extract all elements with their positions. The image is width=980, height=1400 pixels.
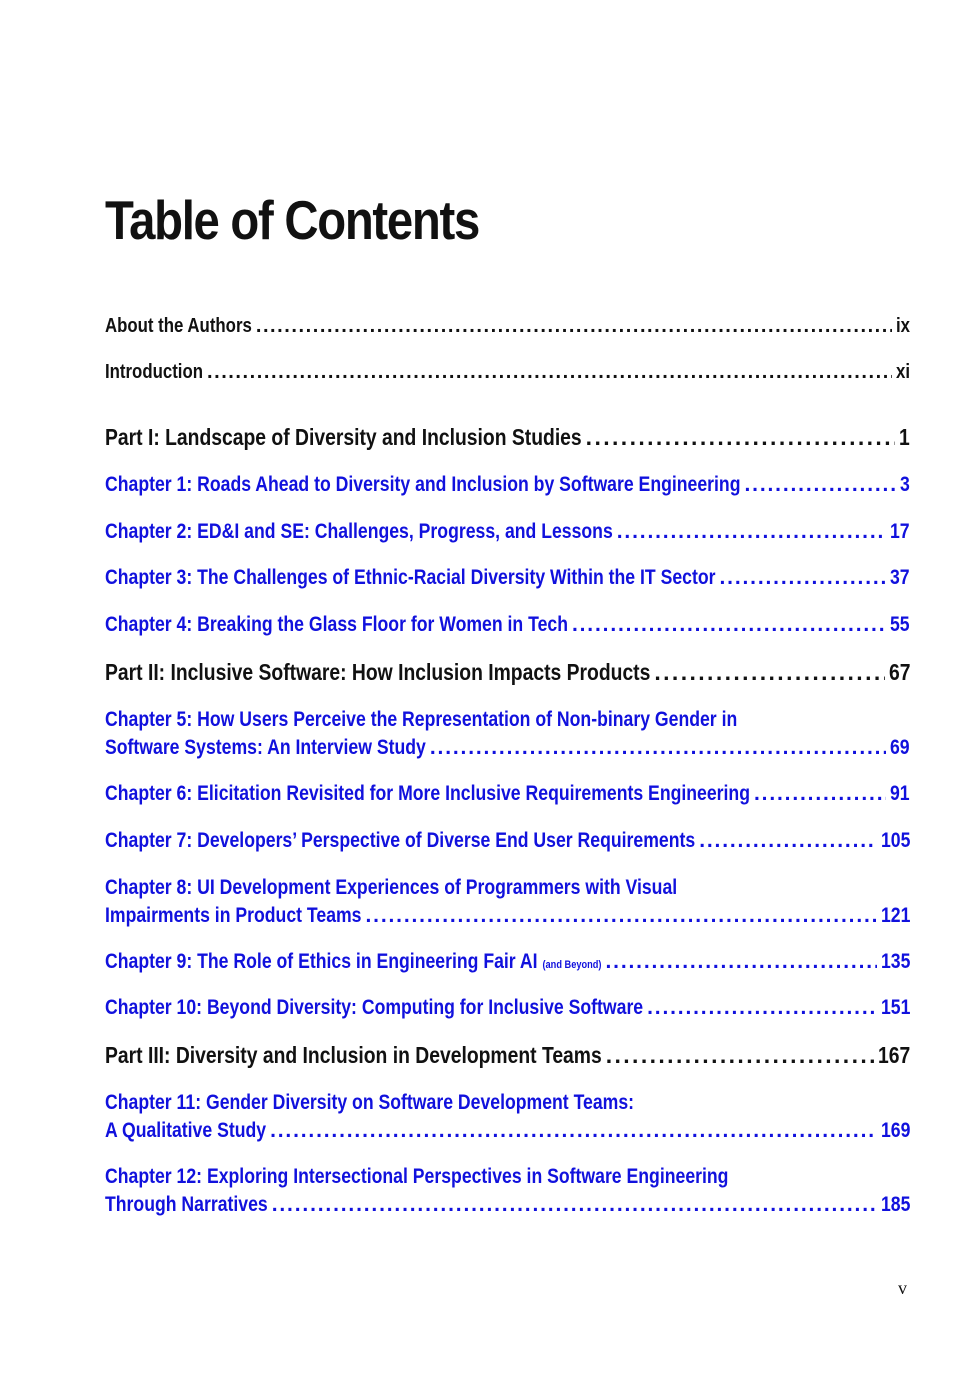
toc-entry-chapter-7[interactable]: Chapter 7: Developers’ Perspective of Diverse End User Requirements . . . 105 [105, 827, 910, 855]
leader-dots [744, 471, 896, 499]
toc-entry-chapter-5[interactable]: Chapter 5: How Users Perceive the Representation of Non-binary Gender in Software Systems: An Interview Study . . . 69 [105, 706, 910, 762]
toc-entry-part-1[interactable]: Part I: Landscape of Diversity and Inclusion Studies . . . 1 [105, 423, 910, 451]
toc-entry-about-authors[interactable]: About the Authors . . . ix [105, 312, 910, 340]
toc-entry-part-3[interactable]: Part III: Diversity and Inclusion in Development Teams . . . 167 [105, 1041, 910, 1069]
toc-list [105, 0, 910, 1400]
leader-dots [430, 734, 887, 762]
page-title: Table of Contents [105, 189, 479, 251]
leader-dots [654, 658, 884, 686]
leader-dots [754, 780, 886, 808]
leader-dots [272, 1191, 877, 1219]
toc-entry-chapter-9[interactable]: Chapter 9: The Role of Ethics in Engineering Fair AI (and Beyond) . . . 135 [105, 948, 910, 979]
toc-entry-chapter-10[interactable]: Chapter 10: Beyond Diversity: Computing for Inclusive Software . . . 151 [105, 994, 910, 1022]
leader-dots [572, 611, 886, 639]
page-number: v [898, 1278, 907, 1298]
leader-dots [699, 827, 876, 855]
toc-entry-chapter-8[interactable]: Chapter 8: UI Development Experiences of Programmers with Visual Impairments in Product Teams . . . 121 [105, 874, 910, 930]
toc-entry-part-2[interactable]: Part II: Inclusive Software: How Inclusion Impacts Products . . . 67 [105, 658, 910, 686]
leader-dots [270, 1117, 876, 1145]
toc-entry-chapter-11[interactable]: Chapter 11: Gender Diversity on Software Development Teams: A Qualitative Study . . . 169 [105, 1089, 910, 1145]
leader-dots [366, 902, 877, 930]
leader-dots [719, 564, 886, 592]
toc-entry-chapter-4[interactable]: Chapter 4: Breaking the Glass Floor for Women in Tech . . . 55 [105, 611, 910, 639]
toc-entry-chapter-2[interactable]: Chapter 2: ED&I and SE: Challenges, Progress, and Lessons . . . 17 [105, 518, 910, 546]
leader-dots [207, 358, 892, 386]
leader-dots [617, 518, 887, 546]
leader-dots [647, 994, 876, 1022]
leader-dots [256, 312, 892, 340]
toc-entry-chapter-3[interactable]: Chapter 3: The Challenges of Ethnic-Racial Diversity Within the IT Sector . . . 37 [105, 564, 910, 592]
leader-dots [606, 1041, 874, 1069]
chapter-9-suffix: (and Beyond) [542, 959, 602, 971]
toc-entry-chapter-6[interactable]: Chapter 6: Elicitation Revisited for More Inclusive Requirements Engineering . . . 91 [105, 780, 910, 808]
leader-dots [606, 948, 877, 976]
leader-dots [586, 423, 896, 451]
toc-entry-introduction[interactable]: Introduction . . . xi [105, 358, 910, 386]
toc-entry-chapter-1[interactable]: Chapter 1: Roads Ahead to Diversity and Inclusion by Software Engineering . . . 3 [105, 471, 910, 499]
toc-entry-chapter-12[interactable]: Chapter 12: Exploring Intersectional Perspectives in Software Engineering Through Narratives . . . 185 [105, 1163, 910, 1219]
